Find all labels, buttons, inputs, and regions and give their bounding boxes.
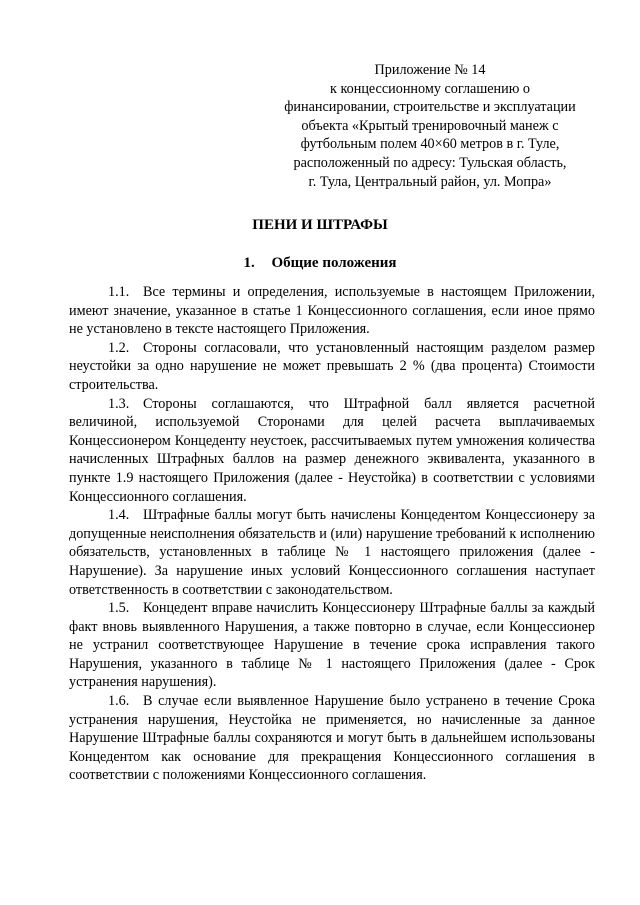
section-heading bbox=[0, 254, 640, 272]
paragraph-number: 1.5. bbox=[108, 600, 130, 617]
appendix-header-line: расположенный по адресу: Тульская область, bbox=[293, 154, 567, 171]
paragraph-number: 1.6. bbox=[108, 693, 130, 710]
appendix-header-line: финансировании, строительстве и эксплуатации bbox=[284, 99, 576, 116]
document-title: ПЕНИ И ШТРАФЫ bbox=[252, 217, 388, 233]
appendix-header-line: к концессионному соглашению о bbox=[330, 80, 530, 97]
paragraph-1-5 bbox=[69, 599, 595, 692]
paragraph-1-1 bbox=[69, 283, 595, 339]
appendix-header-line: г. Тула, Центральный район, ул. Мопра» bbox=[308, 173, 552, 190]
paragraph-number: 1.1. bbox=[108, 284, 130, 300]
section-number: 1. bbox=[243, 255, 255, 271]
paragraph-number: 1.4. bbox=[108, 507, 130, 524]
paragraph-text: Концедент вправе начислить Концессионеру Штрафные баллы за каждый факт вновь выявленного Нарушения, а также повторно в случае, если Концессионер не устранил соответствующее Нарушение в течение срока исправления такого Нарушения, указанного в таблице № 1 настоящего Приложения (далее - Срок устранения нарушения). bbox=[69, 600, 595, 691]
paragraph-text: Все термины и определения, используемые в настоящем Приложении, имеют значение, указанное в статье 1 Концессионного соглашения, если иное прямо не установлено в тексте настоящего Приложения. bbox=[69, 284, 595, 338]
paragraph-text: В случае если выявленное Нарушение было устранено в течение Срока устранения нарушения, Неустойка не применяется, но начисленные за данное Нарушение Штрафные баллы сохраняются и могут быть в дальнейшем использованы Концедентом как основание для прекращения Концессионного соглашения в соответствии с положениями Концессионного соглашения. bbox=[69, 693, 595, 784]
paragraph-number: 1.2. bbox=[108, 339, 130, 356]
document-body bbox=[69, 283, 595, 785]
paragraph-text: Стороны согласовали, что установленный настоящим разделом размер неустойки за одно нарушение не может превышать 2 % (два процента) Стоимости строительства. bbox=[69, 339, 595, 393]
paragraph-number: 1.3. bbox=[108, 395, 130, 412]
appendix-header bbox=[270, 61, 590, 191]
paragraph-1-4 bbox=[69, 506, 595, 599]
paragraph-1-6 bbox=[69, 692, 595, 785]
paragraph-text: Штрафные баллы могут быть начислены Концедентом Концессионеру за допущенные неисполнения обязательств и (или) нарушение требований к исполнению обязательств, установленных в таблице № 1 настоящего приложения (далее - Нарушение). За нарушение иных условий Концессионного соглашения наступает ответственность в соответствии с законодательством. bbox=[69, 507, 595, 598]
paragraph-1-2 bbox=[69, 339, 595, 395]
section-title: Общие положения bbox=[271, 255, 397, 271]
appendix-header-line: объекта «Крытый тренировочный манеж с bbox=[301, 117, 559, 134]
paragraph-text: Стороны соглашаются, что Штрафной балл является расчетной величиной, используемой Сторонами для целей расчета выплачиваемых Концессионером Концеденту неустоек, рассчитываемых путем умножения количества начисленных Штрафных баллов на размер денежного эквивалента, указанного в пункте 1.9 настоящего Приложения (далее - Неустойка) в соответствии с условиями Концессионного соглашения. bbox=[69, 395, 595, 505]
appendix-header-line: Приложение № 14 bbox=[374, 62, 486, 78]
appendix-header-line: футбольным полем 40×60 метров в г. Туле, bbox=[300, 136, 560, 153]
paragraph-1-3 bbox=[69, 395, 595, 507]
